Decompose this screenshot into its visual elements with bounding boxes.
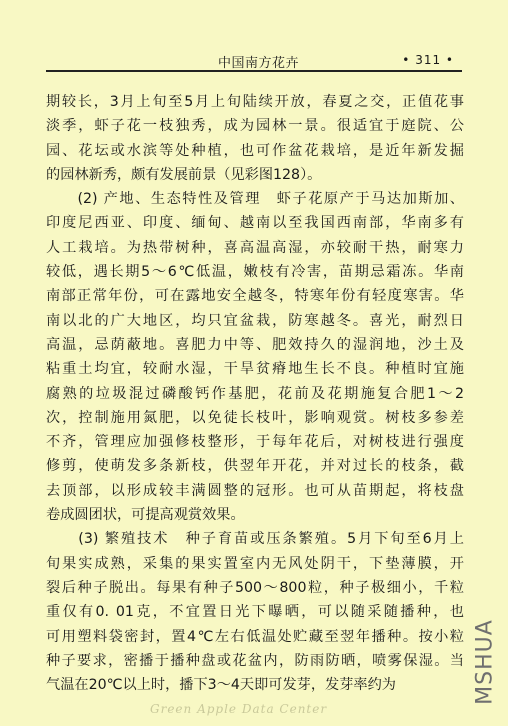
text-line: 旬果实成熟，采集的果实置室内无风处阴干，下垫薄膜，开	[46, 555, 464, 572]
text-line: 卷成圆团状，可提高观赏效果。	[46, 507, 245, 524]
text-line: 不齐，管理应加强修枝整形，于每年花后，对树枝进行强度	[46, 434, 464, 451]
text-line: (3) 繁殖技术 种子育苗或压条繁殖。5月下旬至6月上	[46, 531, 464, 548]
text-line: 去顶部，以形成较丰满圆整的冠形。也可从苗期起，将枝盘	[46, 482, 464, 499]
text-line: 园、花坛或水滨等处种植，也可作盆花栽培，是近年新发掘	[46, 142, 464, 159]
text-line: 人工栽培。为热带树种，喜高温高湿，亦较耐干热，耐寒力	[46, 239, 464, 256]
text-line: 南部正常年份，可在露地安全越冬，特寒年份有轻度寒害。华	[46, 288, 464, 305]
text-line: (2) 产地、生态特性及管理 虾子花原产于马达加斯加、	[46, 191, 464, 208]
text-line: 高温，忌荫蔽地。喜肥力中等、肥效持久的湿润地，沙土及	[46, 336, 464, 353]
side-watermark-text: MSHUA	[472, 619, 498, 705]
text-line: 印度尼西亚、印度、缅甸、越南以至我国西南部，华南多有	[46, 215, 464, 232]
text-line: 气温在20℃以上时，播下3～4天即可发芽，发芽率约为	[46, 677, 396, 694]
text-line: 淡季，虾子花一枝独秀，成为园林一景。很适宜于庭院、公	[46, 118, 464, 135]
text-line: 南以北的广大地区，均只宜盆栽，防寒越冬。喜光，耐烈日	[46, 312, 464, 329]
text-line: 重仅有0. 01克，不宜置日光下曝晒，可以随采随播种，也	[46, 604, 464, 621]
body-text	[46, 90, 464, 697]
text-line: 可用塑料袋密封，置4℃左右低温处贮藏至翌年播种。按小粒	[46, 628, 464, 645]
text-line: 期较长，3月上旬至5月上旬陆续开放，春夏之交，正值花事	[46, 94, 464, 110]
text-line: 裂后种子脱出。每果有种子500～800粒，种子极细小，千粒	[46, 579, 464, 596]
watermark: Green Apple Data Center	[150, 702, 328, 716]
text-line: 次，控制施用氮肥，以免徒长枝叶，影响观赏。树枝多参差	[46, 409, 464, 426]
text-line: 粘重土均宜，较耐水湿，干旱贫瘠地生长不良。种植时宜施	[46, 361, 464, 378]
header-rule	[46, 70, 462, 72]
text-line: 修剪，使萌发多条新枝，供翌年开花，并对过长的枝条，截	[46, 458, 464, 475]
side-watermark	[470, 612, 500, 712]
book-title: 中国南方花卉	[218, 56, 300, 71]
page-number: • 311 •	[402, 53, 454, 67]
text-line: 腐熟的垃圾混过磷酸钙作基肥，花前及花期施复合肥1～2	[46, 385, 464, 402]
text-line: 种子要求，密播于播种盘或花盆内，防雨防晒，喷雾保湿。当	[46, 652, 464, 669]
running-header	[46, 50, 462, 72]
text-line: 的园林新秀，颇有发展前景（见彩图128）。	[46, 166, 322, 183]
text-line: 较低，遇长期5～6℃低温，嫩枝有冷害，苗期忌霜冻。华南	[46, 264, 464, 281]
